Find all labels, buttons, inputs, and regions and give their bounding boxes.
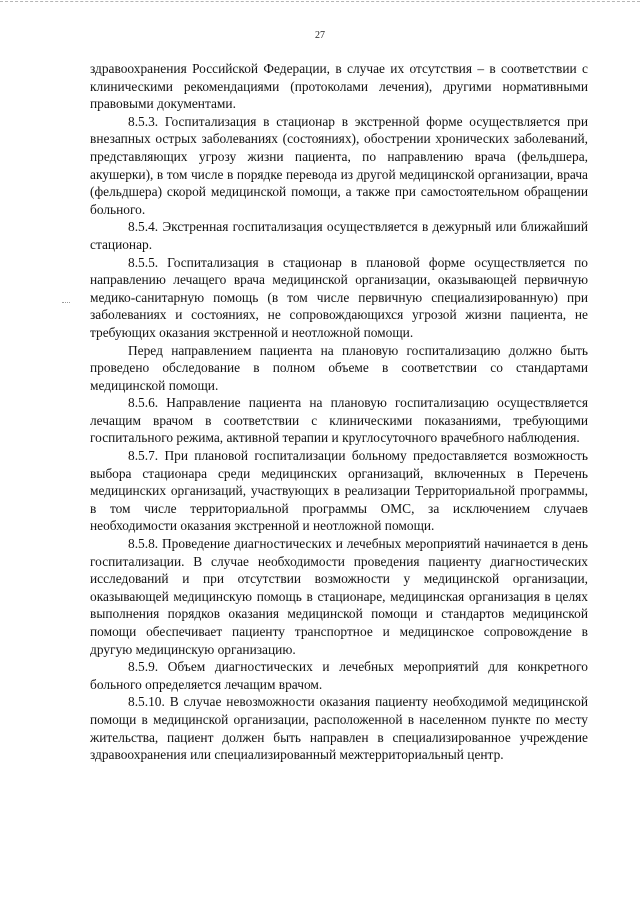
paragraph-continuation: здравоохранения Российской Федерации, в случае их отсутствия – в соответствии с клиническими рекомендациями (протоколами лечения), другими нормативными правовыми документами. (90, 61, 588, 112)
paragraph-8-5-8: 8.5.8. Проведение диагностических и лечебных мероприятий начинается в день госпитализации. В случае необходимости проведения пациенту диагностических исследований и при отсутствии возможности у медицинской организации, оказывающей медицинскую помощь в стационаре, медицинская организация в целях выполнения порядков оказания медицинской помощи и стандартов медицинской помощи обеспечивает пациенту транспортное и медицинское сопровождение в другую медицинскую организацию. (90, 536, 588, 657)
paragraph-8-5-5: 8.5.5. Госпитализация в стационар в плановой форме осуществляется по направлению лечащего врача медицинской организации, оказывающей первичную медико-санитарную помощь (в том числе первичную специализированную) при заболеваниях и состояниях, не сопровождающихся угрозой жизни пациента, не требующих оказания экстренной и неотложной помощи. (90, 254, 588, 340)
paragraph-8-5-4: 8.5.4. Экстренная госпитализация осуществляется в дежурный или ближайший стационар. (90, 219, 588, 252)
paragraph-8-5-9: 8.5.9. Объем диагностических и лечебных мероприятий для конкретного больного определяется лечащим врачом. (90, 659, 588, 692)
document-body (90, 60, 588, 764)
margin-mark (62, 302, 70, 303)
paragraph-8-5-10: 8.5.10. В случае невозможности оказания пациенту необходимой медицинской помощи в медицинской организации, расположенной в населенном пункте по месту жительства, пациент должен быть направлен в специализированное учреждение здравоохранения или специализированный межтерриториальный центр. (90, 694, 588, 763)
paragraph-8-5-7: 8.5.7. При плановой госпитализации больному предоставляется возможность выбора стационара среди медицинских организаций, включенных в Перечень медицинских организаций, участвующих в реализации Территориальной программы, в том числе территориальной программы ОМС, за исключением случаев необходимости оказания экстренной и неотложной помощи. (90, 448, 588, 534)
paragraph-planned-exam: Перед направлением пациента на плановую госпитализацию должно быть проведено обследование в полном объеме в соответствии со стандартами медицинской помощи. (90, 342, 588, 393)
paragraph-8-5-6: 8.5.6. Направление пациента на плановую госпитализацию осуществляется лечащим врачом в соответствии с клиническими показаниями, требующими госпитального режима, активной терапии и круглосуточного врачебного наблюдения. (90, 395, 588, 446)
page-top-edge (0, 1, 640, 2)
paragraph-8-5-3: 8.5.3. Госпитализация в стационар в экстренной форме осуществляется при внезапных острых заболеваниях (состояниях), обострении хронических заболеваний, представляющих угрозу жизни пациента, по направлению врача (фельдшера, акушерки), в том числе в порядке перевода из другой медицинской организации, врача (фельдшера) скорой медицинской помощи, а также при самостоятельном обращении больного. (90, 113, 588, 217)
page-number: 27 (315, 30, 325, 41)
